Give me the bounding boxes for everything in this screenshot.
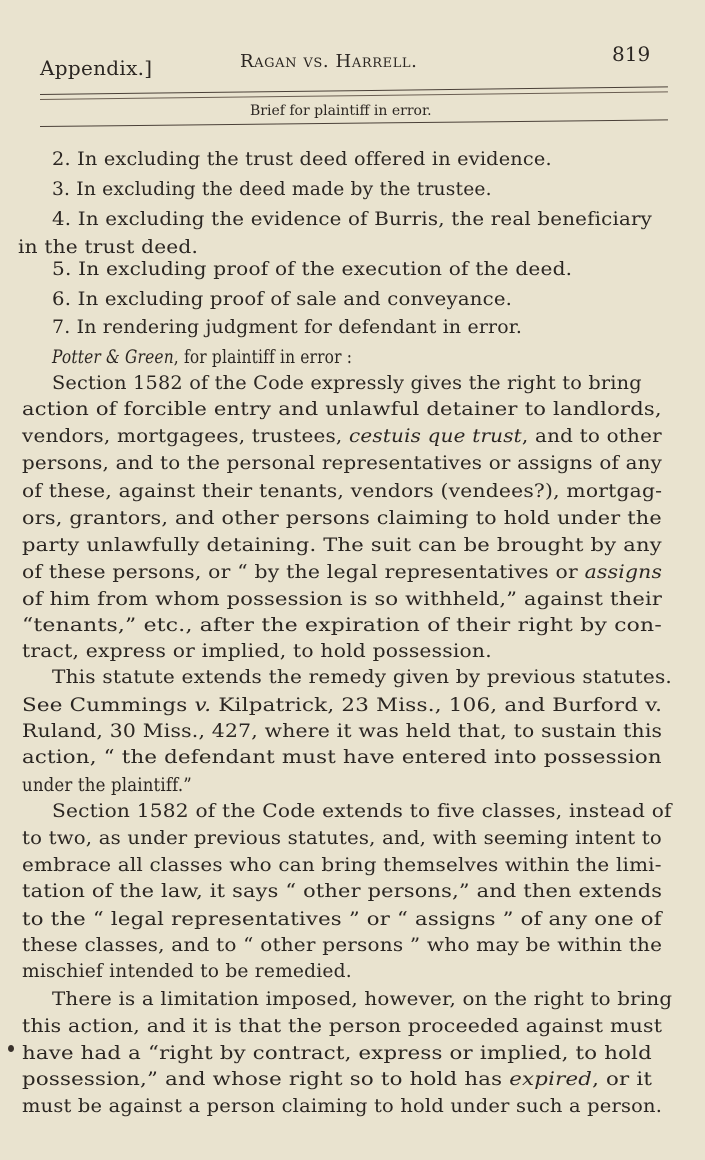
subheading: Brief for plaintiff in error. (250, 103, 432, 119)
text-line: 5. In excluding proof of the execution of the deed. (52, 258, 573, 280)
text-line: to the “ legal representatives ” or “ assigns ” of any one of (22, 908, 662, 930)
text-line: action of forcible entry and unlawful detainer to landlords, (22, 398, 662, 420)
text-line: under the plaintiff.” (22, 774, 192, 796)
text-line: these classes, and to “ other persons ” who may be within the (22, 934, 663, 956)
text-line: Section 1582 of the Code extends to five classes, instead of (52, 800, 672, 822)
header-rule (40, 86, 668, 95)
text-line: Potter & Green, for plaintiff in error : (52, 346, 353, 368)
text-line: of him from whom possession is so withheld,” against their (22, 588, 663, 610)
text-line: party unlawfully detaining. The suit can be brought by any (22, 534, 662, 556)
text-line: have had a “right by contract, express or implied, to hold (22, 1042, 652, 1064)
text-line: 4. In excluding the evidence of Burris, the real beneficiary (52, 208, 653, 230)
text-line: of these persons, or “ by the legal representatives or assigns (22, 561, 663, 583)
margin-mark (8, 1045, 14, 1052)
text-line: ors, grantors, and other persons claiming to hold under the (22, 507, 662, 529)
text-line: mischief intended to be remedied. (22, 960, 352, 982)
text-line: embrace all classes who can bring themselves within the limi- (22, 854, 662, 876)
text-line: must be against a person claiming to hold under such a person. (22, 1095, 663, 1117)
text-line: “tenants,” etc., after the expiration of their right by con- (22, 614, 662, 636)
text-line: in the trust deed. (18, 236, 199, 258)
text-line: tation of the law, it says “ other persons,” and then extends (22, 880, 663, 902)
header-section-label: Appendix.] (40, 56, 153, 80)
subheading-rule (40, 119, 668, 127)
text-line: There is a limitation imposed, however, on the right to bring (52, 988, 673, 1010)
text-line: this action, and it is that the person proceeded against must (22, 1015, 663, 1037)
text-line: of these, against their tenants, vendors (vendees?), mortgag- (22, 480, 663, 502)
text-line: to two, as under previous statutes, and, with seeming intent to (22, 827, 662, 849)
text-line: Section 1582 of the Code expressly gives the right to bring (52, 372, 642, 394)
text-line: Ruland, 30 Miss., 427, where it was held that, to sustain this (22, 720, 663, 742)
text-line: See Cummings v. Kilpatrick, 23 Miss., 106, and Burford v. (22, 694, 663, 716)
text-line: tract, express or implied, to hold possession. (22, 640, 492, 662)
page-number: 819 (612, 42, 651, 66)
text-line: vendors, mortgagees, trustees, cestuis que trust, and to other (22, 425, 662, 447)
text-line: This statute extends the remedy given by previous statutes. (52, 666, 673, 688)
header-case-title: Ragan vs. Harrell. (240, 51, 418, 72)
text-line: 2. In excluding the trust deed offered in evidence. (52, 148, 552, 170)
text-line: 3. In excluding the deed made by the trustee. (52, 178, 492, 200)
text-line: 7. In rendering judgment for defendant in error. (52, 316, 523, 338)
text-line: possession,” and whose right so to hold has expired, or it (22, 1068, 653, 1090)
text-line: action, “ the defendant must have entered into possession (22, 746, 662, 768)
text-line: persons, and to the personal representatives or assigns of any (22, 452, 663, 474)
text-line: 6. In excluding proof of sale and conveyance. (52, 288, 513, 310)
